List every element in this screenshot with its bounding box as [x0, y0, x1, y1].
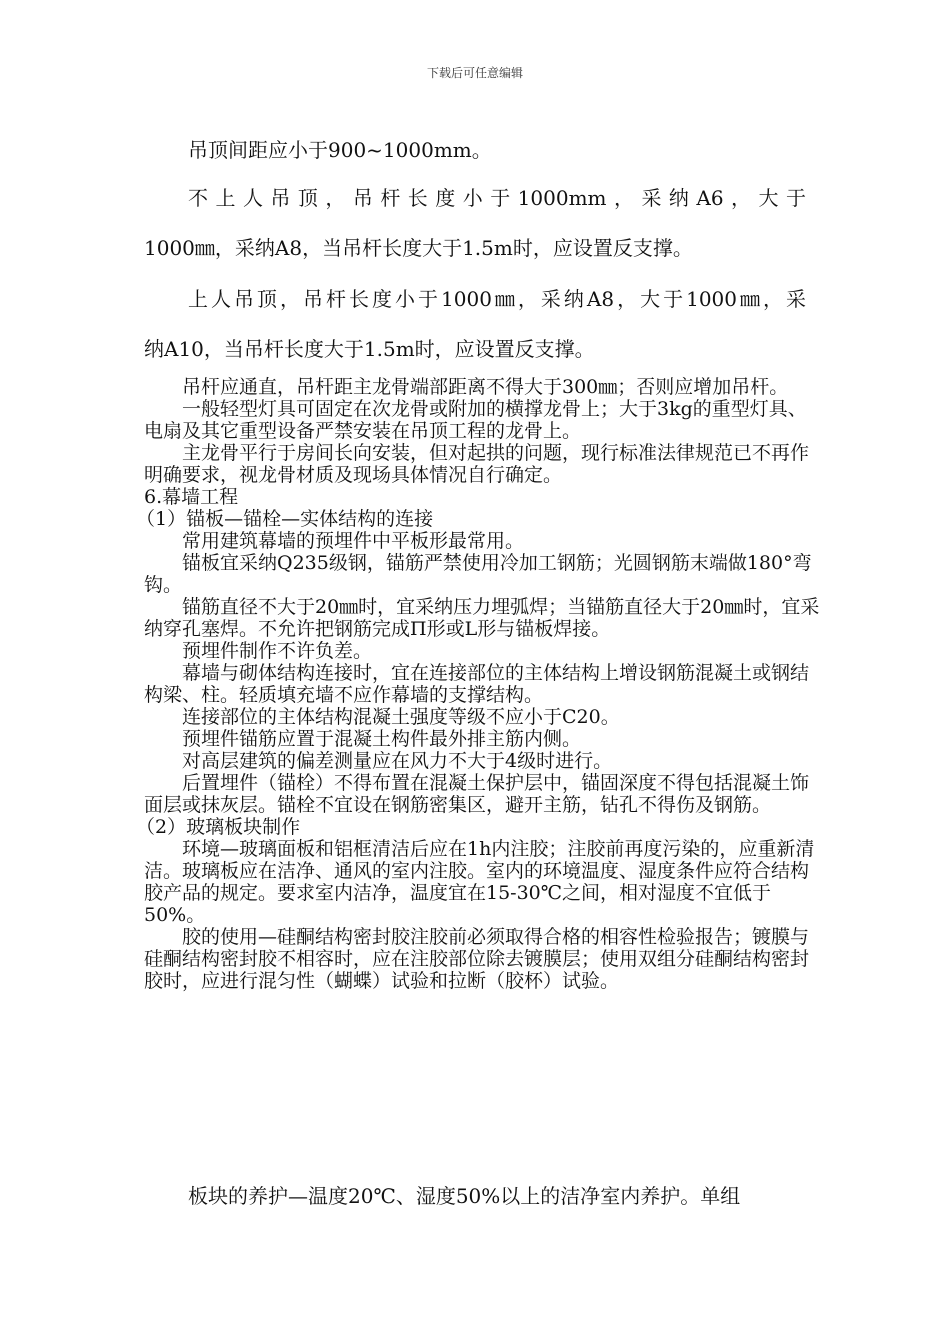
paragraph: 后置埋件（锚栓）不得布置在混凝土保护层中，锚固深度不得包括混凝土饰面层或抹灰层。锚栓不宜设在钢筋密集区，避开主筋，钻孔不得伤及钢筋。 [144, 772, 810, 816]
text-line: 不上人吊顶，吊杆长度小于1000mm，采纳A6，大于 [188, 186, 806, 210]
paragraph: 幕墙与砌体结构连接时，宜在连接部位的主体结构上增设钢筋混凝土或钢结构梁、柱。轻质填充墙不应作幕墙的支撑结构。 [144, 662, 810, 706]
paragraph: 锚板宜采纳Q235级钢，锚筋严禁使用冷加工钢筋；光圆钢筋末端做180°弯钩。 [144, 552, 812, 596]
paragraph: 对高层建筑的偏差测量应在风力不大于4级时进行。 [182, 750, 613, 772]
paragraph: 预埋件锚筋应置于混凝土构件最外排主筋内侧。 [182, 728, 582, 750]
text-line: 吊顶间距应小于900~1000mm。 [188, 138, 492, 162]
body-text [136, 376, 824, 992]
text-line: 1000㎜，采纳A8，当吊杆长度大于1.5m时，应设置反支撑。 [144, 236, 693, 260]
paragraph: 吊杆应通直，吊杆距主龙骨端部距离不得大于300㎜；否则应增加吊杆。 [182, 376, 789, 398]
paragraph: 主龙骨平行于房间长向安装，但对起拱的问题，现行标准法律规范已不再作明确要求，视龙骨材质及现场具体情况自行确定。 [144, 442, 810, 486]
paragraph: 锚筋直径不大于20㎜时，宜采纳压力埋弧焊；当锚筋直径大于20㎜时，宜采纳穿孔塞焊。不允许把钢筋完成Π形或L形与锚板焊接。 [144, 596, 820, 640]
text-line: 纳A10，当吊杆长度大于1.5m时，应设置反支撑。 [144, 337, 595, 361]
paragraph: 环境—玻璃面板和铝框清洁后应在1h内注胶；注胶前再度污染的，应重新清洁。玻璃板应在洁净、通风的室内注胶。室内的环境温度、湿度条件应符合结构胶产品的规定。要求室内洁净，温度宜在15-30℃之间，相对湿度不宜低于50%。 [144, 838, 815, 926]
paragraph: 常用建筑幕墙的预埋件中平板形最常用。 [182, 530, 525, 552]
paragraph: 胶的使用—硅酮结构密封胶注胶前必须取得合格的相容性检验报告；镀膜与硅酮结构密封胶不相容时，应在注胶部位除去镀膜层；使用双组分硅酮结构密封胶时，应进行混匀性（蝴蝶）试验和拉断（胶杯）试验。 [144, 926, 810, 992]
paragraph: 一般轻型灯具可固定在次龙骨或附加的横撑龙骨上；大于3kg的重型灯具、电扇及其它重型设备严禁安装在吊顶工程的龙骨上。 [144, 398, 807, 442]
section-heading: 6.幕墙工程 [144, 486, 239, 508]
paragraph: 连接部位的主体结构混凝土强度等级不应小于C20。 [182, 706, 620, 728]
text-line: 上人吊顶，吊杆长度小于1000㎜，采纳A8，大于1000㎜，采 [188, 287, 806, 311]
paragraph: 预埋件制作不许负差。 [182, 640, 373, 662]
subsection-heading: （2）玻璃板块制作 [136, 816, 301, 838]
subsection-heading: （1）锚板—锚栓—实体结构的连接 [136, 508, 434, 530]
page-header: 下载后可任意编辑 [426, 66, 523, 80]
text-line: 板块的养护—温度20℃、湿度50%以上的洁净室内养护。单组 [188, 1184, 741, 1208]
